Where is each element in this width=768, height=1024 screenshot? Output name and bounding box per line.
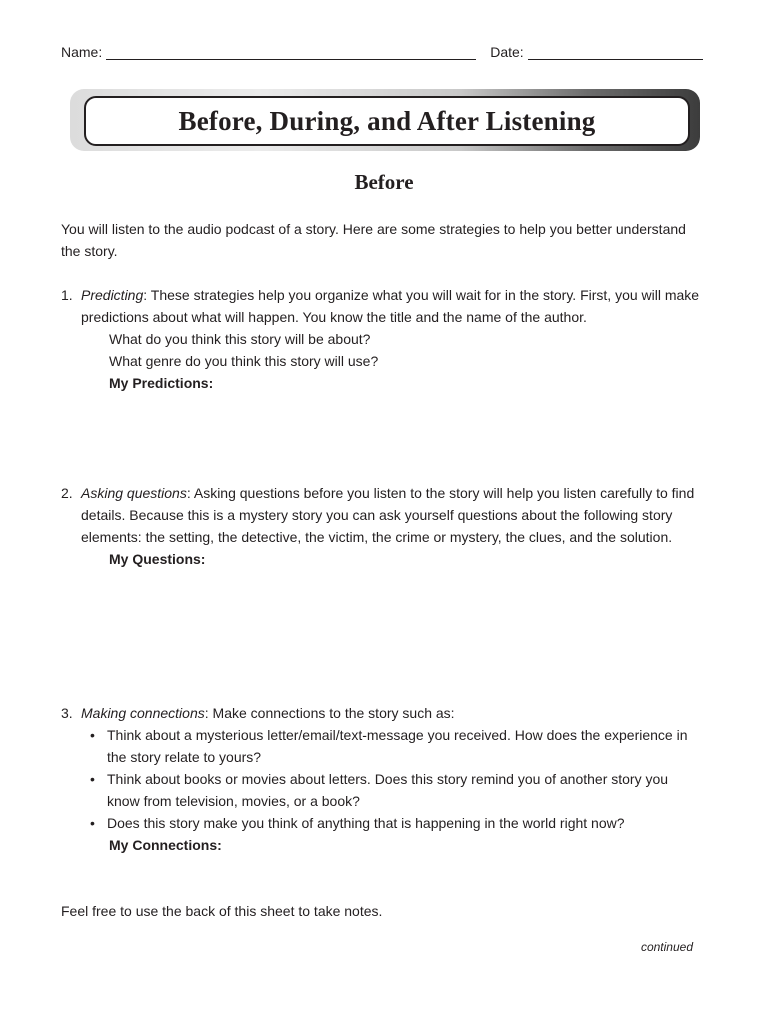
item-number: 1. xyxy=(61,287,73,303)
response-label: My Predictions: xyxy=(109,375,214,391)
item-number: 2. xyxy=(61,485,73,501)
item-body xyxy=(81,284,703,328)
item-body xyxy=(81,482,703,548)
item-term: Predicting xyxy=(81,287,144,303)
item-term: Making connections xyxy=(81,705,205,721)
section-title: Before xyxy=(354,170,414,194)
list-item: • Think about a mysterious letter/email/text-message you received. How does the experience in the story relate to yours? xyxy=(87,724,703,768)
response-label: My Questions: xyxy=(109,551,206,567)
page-title: Before, During, and After Listening xyxy=(84,96,690,146)
name-label: Name: xyxy=(61,44,103,60)
strategy-item-asking-questions xyxy=(61,482,703,570)
strategy-item-making-connections xyxy=(61,702,703,856)
list-item: • Does this story make you think of anything that is happening in the world right now? xyxy=(87,812,703,834)
footer-note: Feel free to use the back of this sheet to take notes. xyxy=(61,903,383,919)
strategy-item-predicting xyxy=(61,284,703,394)
date-label: Date: xyxy=(490,44,524,60)
list-item: • Think about books or movies about letters. Does this story remind you of another story you know from television, movies, or a book? xyxy=(87,768,703,812)
intro-paragraph: You will listen to the audio podcast of a story. Here are some strategies to help you better understand the story. xyxy=(61,221,686,259)
item-text: : Asking questions before you listen to the story will help you listen carefully to find details. Because this is a mystery story you can ask yourself questions about the following story elements: the setting, the detective, the victim, the crime or mystery, the clues, and the solution. xyxy=(81,485,695,545)
item-text: : Make connections to the story such as: xyxy=(204,705,455,721)
name-blank xyxy=(106,45,476,60)
prediction-question: What do you think this story will be about? xyxy=(109,331,371,347)
date-blank xyxy=(528,45,703,60)
continued-label: continued xyxy=(640,940,693,954)
connection-bullets xyxy=(87,724,703,834)
item-body xyxy=(81,702,703,724)
item-term: Asking questions xyxy=(81,485,187,501)
header-fields xyxy=(61,44,703,60)
response-label: My Connections: xyxy=(109,837,222,853)
item-number: 3. xyxy=(61,705,73,721)
item-text: : These strategies help you organize what you will wait for in the story. First, you will make predictions about what will happen. You know the title and the name of the author. xyxy=(81,287,700,325)
prediction-question: What genre do you think this story will use? xyxy=(109,353,379,369)
